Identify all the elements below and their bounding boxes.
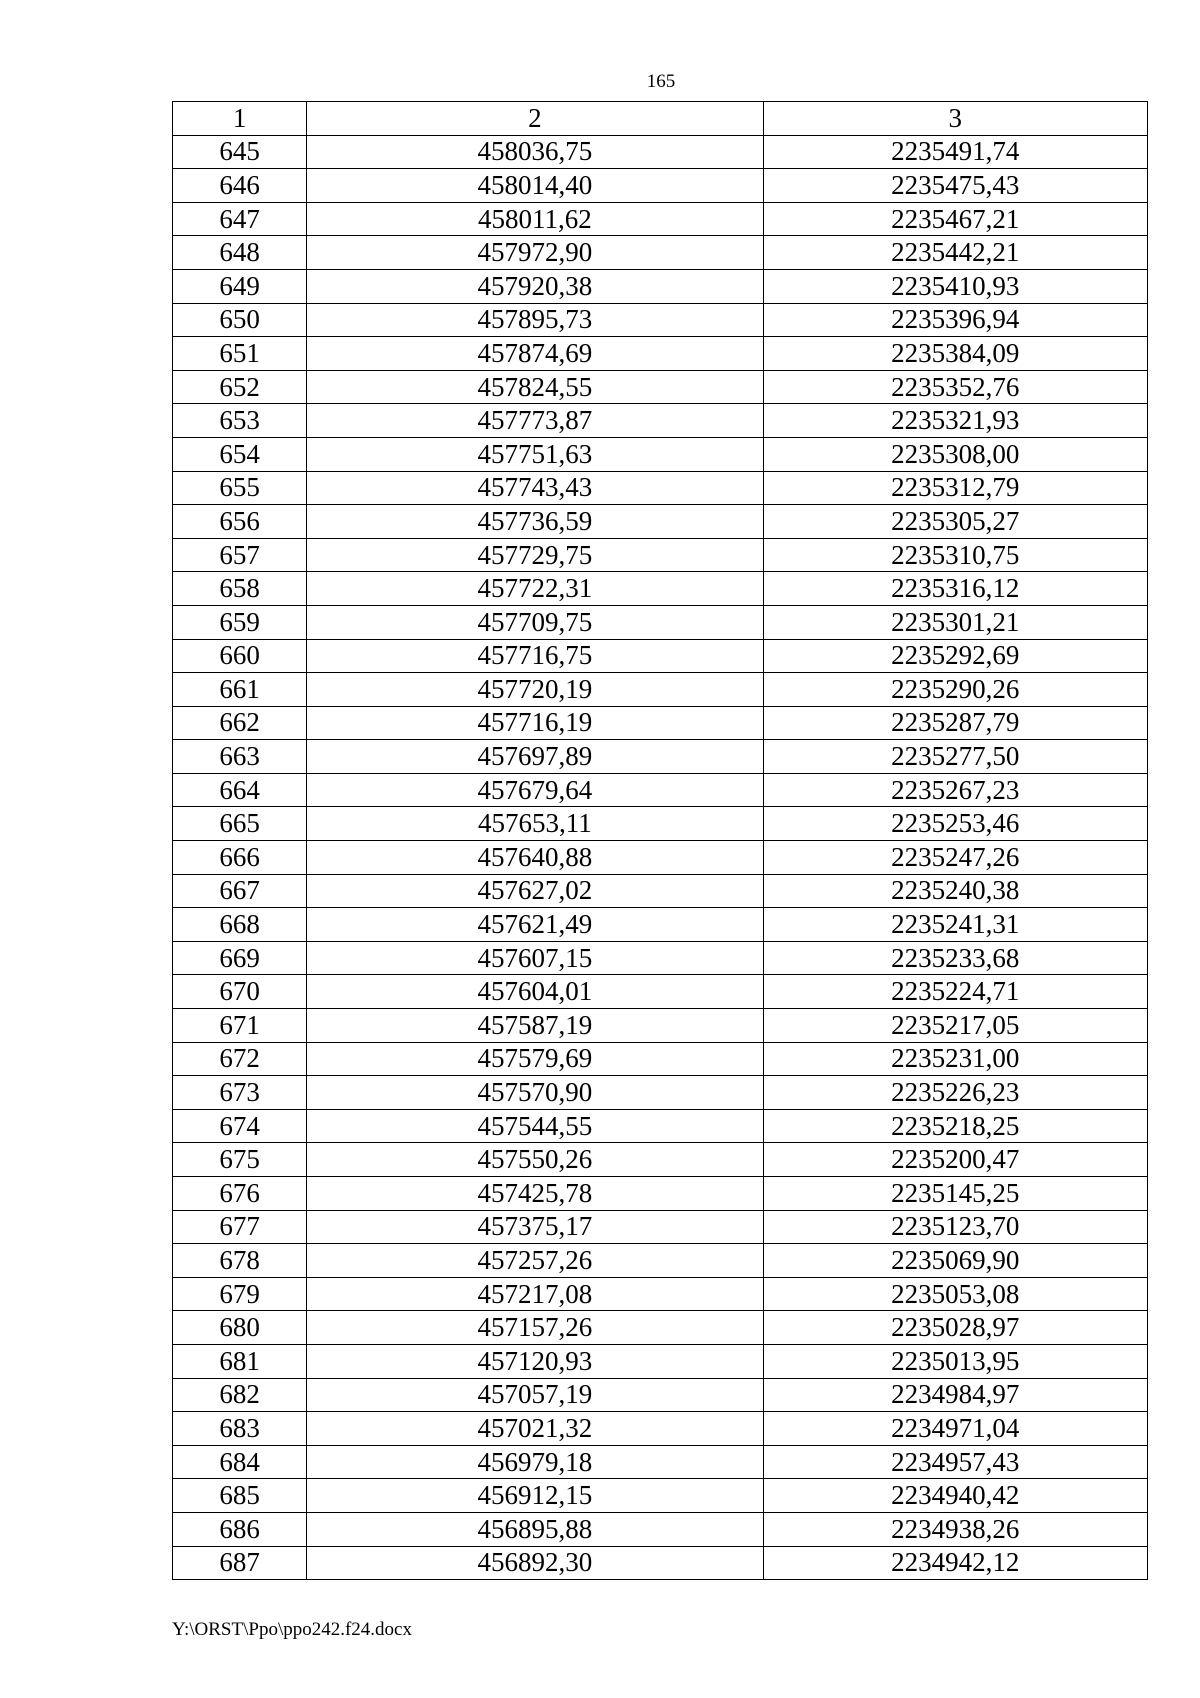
x-coordinate-cell: 458036,75 xyxy=(307,135,763,169)
x-coordinate-cell: 457743,43 xyxy=(307,471,763,505)
point-number-cell: 654 xyxy=(173,437,307,471)
table-row xyxy=(173,975,1148,1009)
table-row xyxy=(173,1277,1148,1311)
x-coordinate-cell: 458014,40 xyxy=(307,169,763,203)
x-coordinate-cell: 456895,88 xyxy=(307,1512,763,1546)
table-row xyxy=(173,1042,1148,1076)
x-coordinate-cell: 457720,19 xyxy=(307,673,763,707)
x-coordinate-cell: 457722,31 xyxy=(307,572,763,606)
table-row xyxy=(173,1546,1148,1580)
table-row xyxy=(173,505,1148,539)
y-coordinate-cell: 2235267,23 xyxy=(763,773,1147,807)
point-number-cell: 674 xyxy=(173,1109,307,1143)
x-coordinate-cell: 457607,15 xyxy=(307,941,763,975)
x-coordinate-cell: 457550,26 xyxy=(307,1143,763,1177)
x-coordinate-cell: 457021,32 xyxy=(307,1412,763,1446)
y-coordinate-cell: 2234940,42 xyxy=(763,1479,1147,1513)
x-coordinate-cell: 457920,38 xyxy=(307,269,763,303)
point-number-cell: 680 xyxy=(173,1311,307,1345)
x-coordinate-cell: 456892,30 xyxy=(307,1546,763,1580)
y-coordinate-cell: 2235384,09 xyxy=(763,337,1147,371)
page-number: 165 xyxy=(646,71,676,92)
y-coordinate-cell: 2235069,90 xyxy=(763,1244,1147,1278)
y-coordinate-cell: 2235224,71 xyxy=(763,975,1147,1009)
table-row xyxy=(173,1143,1148,1177)
point-number-cell: 672 xyxy=(173,1042,307,1076)
x-coordinate-cell: 457120,93 xyxy=(307,1344,763,1378)
table-row xyxy=(173,370,1148,404)
x-coordinate-cell: 457716,75 xyxy=(307,639,763,673)
table-row xyxy=(173,269,1148,303)
table-row xyxy=(173,471,1148,505)
point-number-cell: 653 xyxy=(173,404,307,438)
x-coordinate-cell: 457709,75 xyxy=(307,605,763,639)
y-coordinate-cell: 2234984,97 xyxy=(763,1378,1147,1412)
x-coordinate-cell: 457729,75 xyxy=(307,538,763,572)
column-header-3: 3 xyxy=(763,102,1147,136)
point-number-cell: 685 xyxy=(173,1479,307,1513)
y-coordinate-cell: 2235396,94 xyxy=(763,303,1147,337)
table-row xyxy=(173,941,1148,975)
table-row xyxy=(173,639,1148,673)
table-row xyxy=(173,1412,1148,1446)
y-coordinate-cell: 2234957,43 xyxy=(763,1445,1147,1479)
y-coordinate-cell: 2235253,46 xyxy=(763,807,1147,841)
table-row xyxy=(173,135,1148,169)
point-number-cell: 676 xyxy=(173,1177,307,1211)
x-coordinate-cell: 457544,55 xyxy=(307,1109,763,1143)
column-header-2: 2 xyxy=(307,102,763,136)
point-number-cell: 671 xyxy=(173,1009,307,1043)
point-number-cell: 648 xyxy=(173,236,307,270)
y-coordinate-cell: 2235305,27 xyxy=(763,505,1147,539)
x-coordinate-cell: 457425,78 xyxy=(307,1177,763,1211)
table-row xyxy=(173,1311,1148,1345)
column-header-1: 1 xyxy=(173,102,307,136)
coordinates-table xyxy=(172,101,1148,1580)
table-row xyxy=(173,1109,1148,1143)
x-coordinate-cell: 457972,90 xyxy=(307,236,763,270)
x-coordinate-cell: 457604,01 xyxy=(307,975,763,1009)
table-row xyxy=(173,303,1148,337)
x-coordinate-cell: 457736,59 xyxy=(307,505,763,539)
table-row xyxy=(173,202,1148,236)
y-coordinate-cell: 2235231,00 xyxy=(763,1042,1147,1076)
table-row xyxy=(173,874,1148,908)
point-number-cell: 651 xyxy=(173,337,307,371)
y-coordinate-cell: 2235491,74 xyxy=(763,135,1147,169)
point-number-cell: 664 xyxy=(173,773,307,807)
point-number-cell: 662 xyxy=(173,706,307,740)
point-number-cell: 687 xyxy=(173,1546,307,1580)
point-number-cell: 649 xyxy=(173,269,307,303)
y-coordinate-cell: 2235308,00 xyxy=(763,437,1147,471)
point-number-cell: 682 xyxy=(173,1378,307,1412)
table-row xyxy=(173,1512,1148,1546)
x-coordinate-cell: 457057,19 xyxy=(307,1378,763,1412)
y-coordinate-cell: 2235310,75 xyxy=(763,538,1147,572)
point-number-cell: 645 xyxy=(173,135,307,169)
table-row xyxy=(173,807,1148,841)
table-row xyxy=(173,908,1148,942)
point-number-cell: 656 xyxy=(173,505,307,539)
point-number-cell: 663 xyxy=(173,740,307,774)
y-coordinate-cell: 2235312,79 xyxy=(763,471,1147,505)
y-coordinate-cell: 2235053,08 xyxy=(763,1277,1147,1311)
y-coordinate-cell: 2234938,26 xyxy=(763,1512,1147,1546)
y-coordinate-cell: 2235240,38 xyxy=(763,874,1147,908)
x-coordinate-cell: 457679,64 xyxy=(307,773,763,807)
y-coordinate-cell: 2235247,26 xyxy=(763,841,1147,875)
table-row xyxy=(173,572,1148,606)
x-coordinate-cell: 457579,69 xyxy=(307,1042,763,1076)
point-number-cell: 686 xyxy=(173,1512,307,1546)
point-number-cell: 667 xyxy=(173,874,307,908)
table-row xyxy=(173,773,1148,807)
y-coordinate-cell: 2235410,93 xyxy=(763,269,1147,303)
point-number-cell: 657 xyxy=(173,538,307,572)
x-coordinate-cell: 457824,55 xyxy=(307,370,763,404)
y-coordinate-cell: 2235301,21 xyxy=(763,605,1147,639)
y-coordinate-cell: 2235200,47 xyxy=(763,1143,1147,1177)
y-coordinate-cell: 2235145,25 xyxy=(763,1177,1147,1211)
table-row xyxy=(173,740,1148,774)
y-coordinate-cell: 2235467,21 xyxy=(763,202,1147,236)
table-row xyxy=(173,1210,1148,1244)
table-row xyxy=(173,1177,1148,1211)
point-number-cell: 673 xyxy=(173,1076,307,1110)
point-number-cell: 670 xyxy=(173,975,307,1009)
y-coordinate-cell: 2235475,43 xyxy=(763,169,1147,203)
x-coordinate-cell: 457773,87 xyxy=(307,404,763,438)
point-number-cell: 661 xyxy=(173,673,307,707)
x-coordinate-cell: 456979,18 xyxy=(307,1445,763,1479)
point-number-cell: 665 xyxy=(173,807,307,841)
x-coordinate-cell: 457640,88 xyxy=(307,841,763,875)
x-coordinate-cell: 457627,02 xyxy=(307,874,763,908)
y-coordinate-cell: 2235233,68 xyxy=(763,941,1147,975)
point-number-cell: 681 xyxy=(173,1344,307,1378)
point-number-cell: 660 xyxy=(173,639,307,673)
table-row xyxy=(173,1076,1148,1110)
point-number-cell: 678 xyxy=(173,1244,307,1278)
x-coordinate-cell: 457257,26 xyxy=(307,1244,763,1278)
point-number-cell: 677 xyxy=(173,1210,307,1244)
y-coordinate-cell: 2235277,50 xyxy=(763,740,1147,774)
y-coordinate-cell: 2235290,26 xyxy=(763,673,1147,707)
x-coordinate-cell: 457375,17 xyxy=(307,1210,763,1244)
y-coordinate-cell: 2235316,12 xyxy=(763,572,1147,606)
point-number-cell: 669 xyxy=(173,941,307,975)
table-row xyxy=(173,1009,1148,1043)
point-number-cell: 647 xyxy=(173,202,307,236)
point-number-cell: 675 xyxy=(173,1143,307,1177)
table-row xyxy=(173,605,1148,639)
y-coordinate-cell: 2235217,05 xyxy=(763,1009,1147,1043)
x-coordinate-cell: 456912,15 xyxy=(307,1479,763,1513)
y-coordinate-cell: 2235442,21 xyxy=(763,236,1147,270)
table-row xyxy=(173,1344,1148,1378)
x-coordinate-cell: 457621,49 xyxy=(307,908,763,942)
table-row xyxy=(173,169,1148,203)
x-coordinate-cell: 457697,89 xyxy=(307,740,763,774)
y-coordinate-cell: 2234971,04 xyxy=(763,1412,1147,1446)
table-row xyxy=(173,673,1148,707)
y-coordinate-cell: 2235292,69 xyxy=(763,639,1147,673)
x-coordinate-cell: 458011,62 xyxy=(307,202,763,236)
x-coordinate-cell: 457653,11 xyxy=(307,807,763,841)
point-number-cell: 679 xyxy=(173,1277,307,1311)
table-body xyxy=(173,135,1148,1580)
x-coordinate-cell: 457874,69 xyxy=(307,337,763,371)
point-number-cell: 683 xyxy=(173,1412,307,1446)
table-row xyxy=(173,841,1148,875)
y-coordinate-cell: 2235028,97 xyxy=(763,1311,1147,1345)
point-number-cell: 652 xyxy=(173,370,307,404)
table-row xyxy=(173,706,1148,740)
point-number-cell: 658 xyxy=(173,572,307,606)
point-number-cell: 650 xyxy=(173,303,307,337)
x-coordinate-cell: 457587,19 xyxy=(307,1009,763,1043)
y-coordinate-cell: 2235241,31 xyxy=(763,908,1147,942)
table-row xyxy=(173,1378,1148,1412)
y-coordinate-cell: 2235321,93 xyxy=(763,404,1147,438)
y-coordinate-cell: 2235287,79 xyxy=(763,706,1147,740)
y-coordinate-cell: 2234942,12 xyxy=(763,1546,1147,1580)
x-coordinate-cell: 457157,26 xyxy=(307,1311,763,1345)
table-row xyxy=(173,437,1148,471)
x-coordinate-cell: 457716,19 xyxy=(307,706,763,740)
footer-file-path: Y:\ORST\Ppo\ppo242.f24.docx xyxy=(172,1619,412,1640)
table-row xyxy=(173,404,1148,438)
point-number-cell: 646 xyxy=(173,169,307,203)
x-coordinate-cell: 457895,73 xyxy=(307,303,763,337)
y-coordinate-cell: 2235352,76 xyxy=(763,370,1147,404)
table-row xyxy=(173,1479,1148,1513)
y-coordinate-cell: 2235013,95 xyxy=(763,1344,1147,1378)
x-coordinate-cell: 457751,63 xyxy=(307,437,763,471)
point-number-cell: 666 xyxy=(173,841,307,875)
table-row xyxy=(173,337,1148,371)
point-number-cell: 659 xyxy=(173,605,307,639)
point-number-cell: 668 xyxy=(173,908,307,942)
table-row xyxy=(173,1445,1148,1479)
table-row xyxy=(173,538,1148,572)
point-number-cell: 655 xyxy=(173,471,307,505)
y-coordinate-cell: 2235218,25 xyxy=(763,1109,1147,1143)
y-coordinate-cell: 2235123,70 xyxy=(763,1210,1147,1244)
x-coordinate-cell: 457217,08 xyxy=(307,1277,763,1311)
table-header-row xyxy=(173,102,1148,136)
x-coordinate-cell: 457570,90 xyxy=(307,1076,763,1110)
point-number-cell: 684 xyxy=(173,1445,307,1479)
table-row xyxy=(173,236,1148,270)
table-row xyxy=(173,1244,1148,1278)
y-coordinate-cell: 2235226,23 xyxy=(763,1076,1147,1110)
